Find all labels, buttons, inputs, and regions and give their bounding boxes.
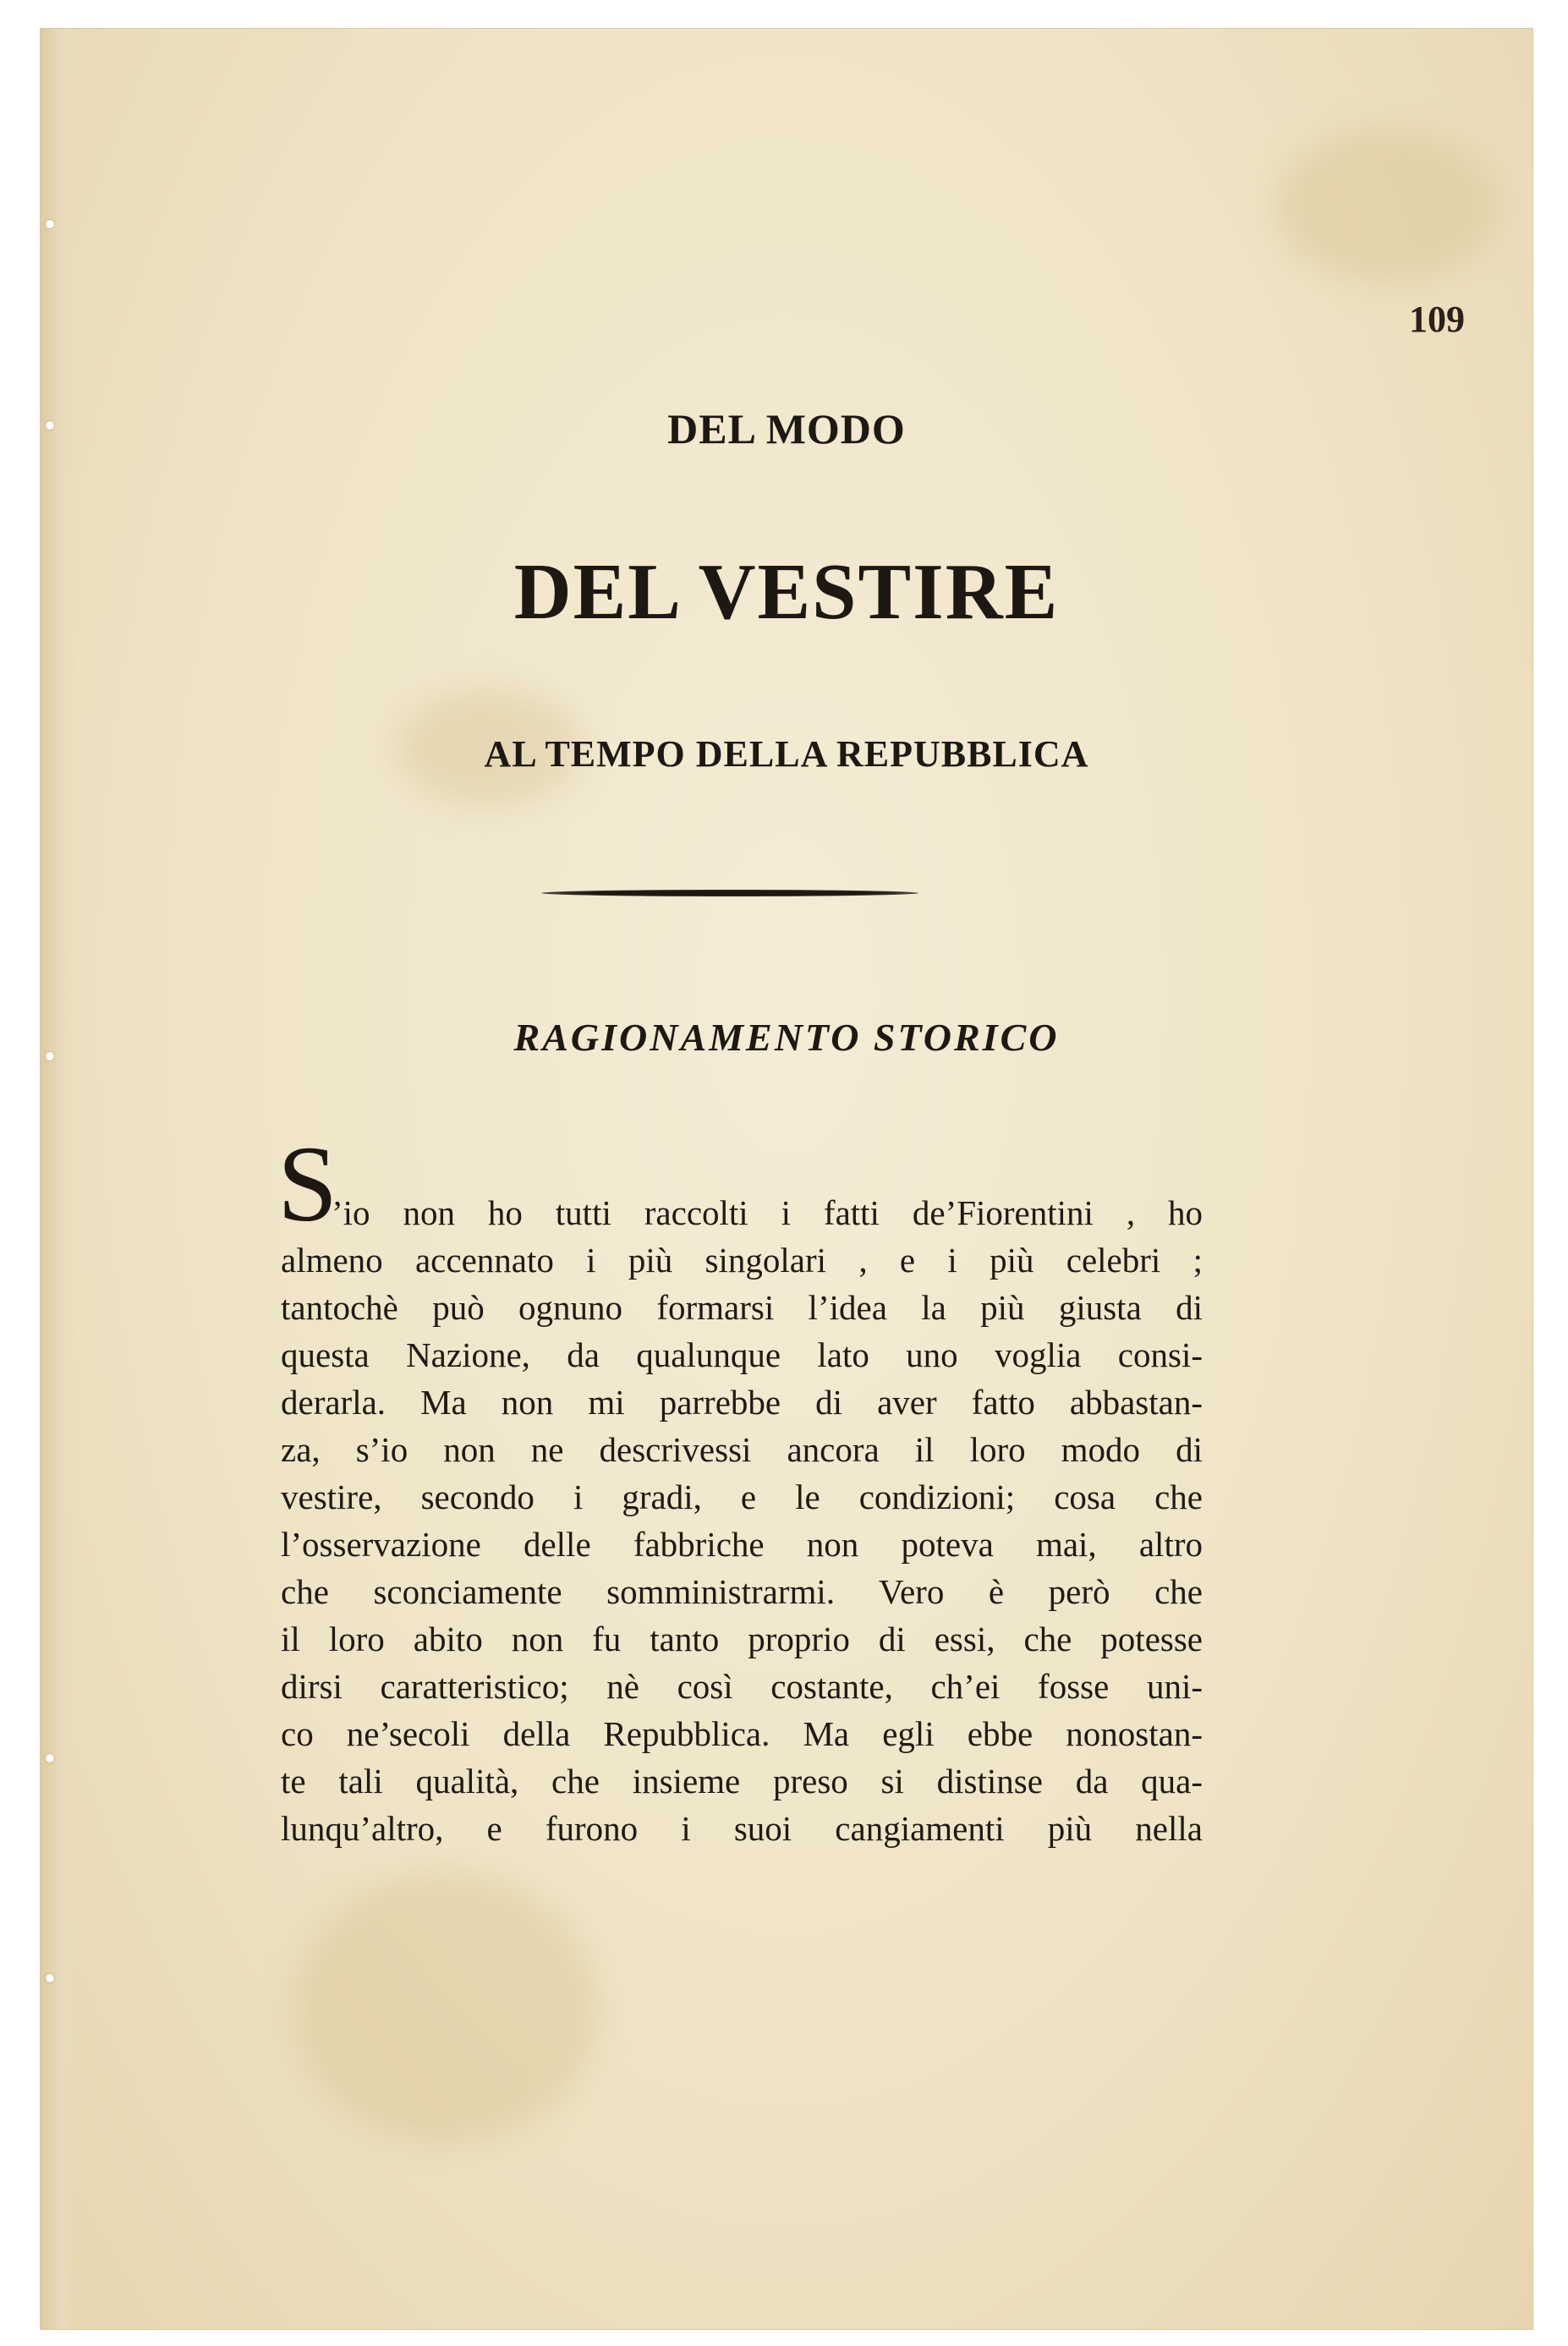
text-line: questa Nazione, da qualunque lato uno voglia consi- xyxy=(281,1335,1203,1374)
document-page xyxy=(41,29,1532,2329)
text-line: lunqu’altro, e furono i suoi cangiamenti più nella xyxy=(281,1809,1203,1848)
page-number: 109 xyxy=(1409,299,1465,340)
heading-line-3: AL TEMPO DELLA REPUBBLICA xyxy=(484,733,1089,775)
heading-line-2: DEL VESTIRE xyxy=(513,548,1060,636)
text-line xyxy=(277,1124,1203,1244)
text-line: almeno accennato i più singolari , e i più celebri ; xyxy=(281,1241,1203,1280)
text-line: tantochè può ognuno formarsi l’idea la più giusta di xyxy=(281,1288,1203,1327)
binding-hole xyxy=(46,220,54,228)
binding-hole xyxy=(46,1754,54,1762)
text-line: derarla. Ma non mi parrebbe di aver fatto abbastan- xyxy=(281,1383,1203,1422)
binding-edge xyxy=(41,29,76,2329)
subtitle: RAGIONAMENTO STORICO xyxy=(513,1016,1060,1059)
drop-cap: S xyxy=(277,1124,338,1244)
decorative-rule xyxy=(541,890,918,896)
text-line: za, s’io non ne descrivessi ancora il loro modo di xyxy=(281,1430,1203,1469)
body-text xyxy=(277,1124,1203,1852)
text-line: l’osservazione delle fabbriche non poteva mai, altro xyxy=(281,1525,1203,1564)
text-line: che sconciamente somministrarmi. Vero è però che xyxy=(281,1572,1203,1611)
binding-hole xyxy=(46,1974,54,1982)
text-line-content: ’io non ho tutti raccolti i fatti de’Fiorentini , ho xyxy=(332,1193,1203,1232)
text-line: te tali qualità, che insieme preso si distinse da qua- xyxy=(281,1762,1203,1801)
paper-stain xyxy=(294,1872,599,2143)
text-line: il loro abito non fu tanto proprio di essi, che potesse xyxy=(281,1620,1203,1658)
text-line: vestire, secondo i gradi, e le condizioni; cosa che xyxy=(281,1477,1203,1516)
paper-stain xyxy=(1275,130,1495,282)
text-line: co ne’secoli della Repubblica. Ma egli ebbe nonostan- xyxy=(281,1714,1203,1753)
heading-line-1: DEL MODO xyxy=(667,405,906,452)
text-line: dirsi caratteristico; nè così costante, ch’ei fosse uni- xyxy=(281,1667,1203,1706)
